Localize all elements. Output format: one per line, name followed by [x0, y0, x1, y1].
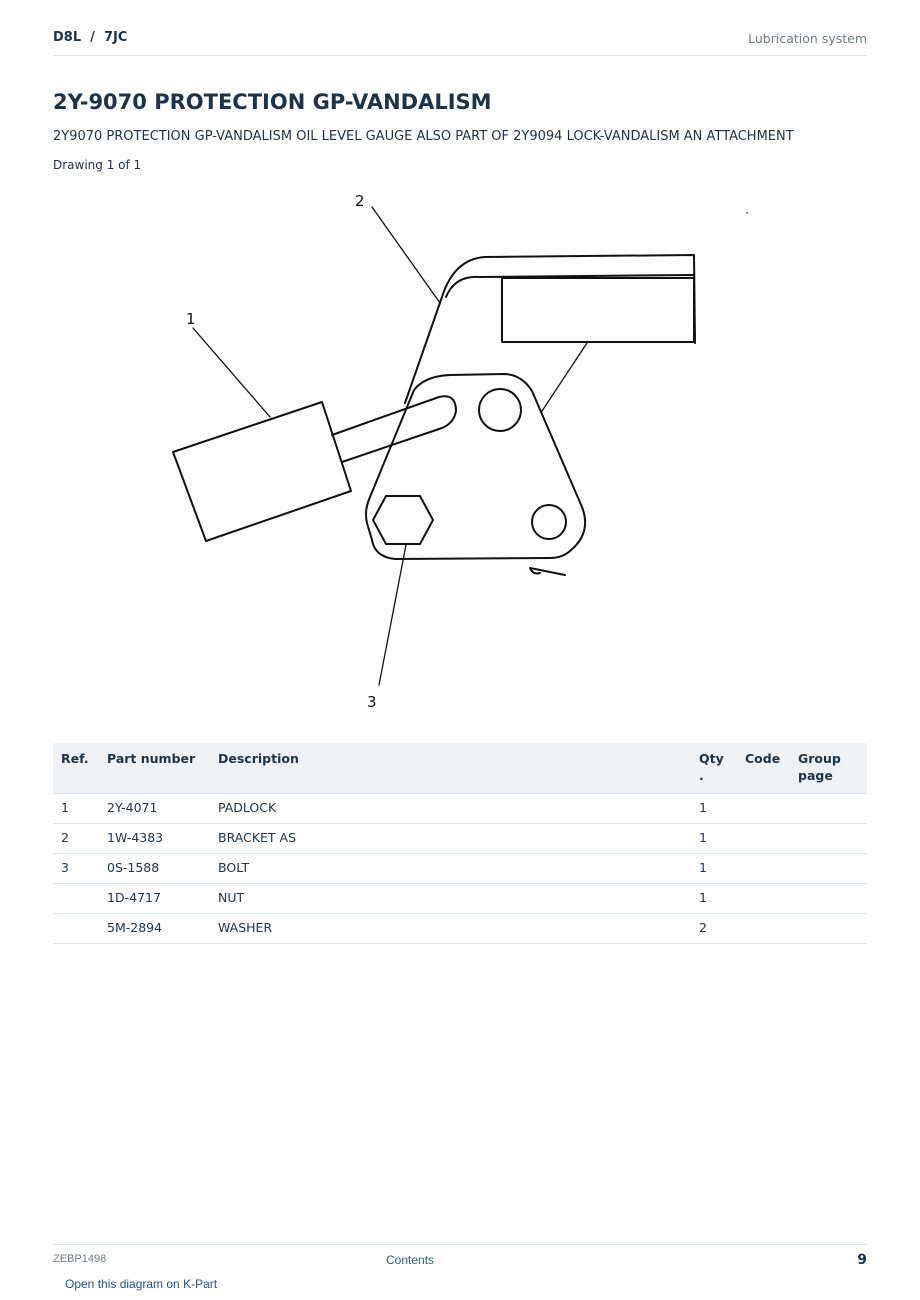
drawing-count: Drawing 1 of 1 — [53, 158, 142, 172]
table-header-row — [53, 743, 867, 794]
col-description: Description — [210, 743, 691, 794]
cell-part-number: 2Y-4071 — [99, 794, 210, 824]
bracket-drawing — [366, 255, 695, 575]
model-label: D8L / 7JC — [53, 30, 128, 45]
cell-ref: 2 — [53, 824, 99, 854]
cell-ref — [53, 884, 99, 914]
table-row — [53, 884, 867, 914]
cell-code — [737, 914, 790, 944]
cell-qty: 2 — [691, 914, 737, 944]
cell-group-page — [790, 824, 867, 854]
col-group-page: Group page — [790, 743, 867, 794]
cell-code — [737, 884, 790, 914]
col-qty: Qty . — [691, 743, 737, 794]
cell-part-number: 1D-4717 — [99, 884, 210, 914]
page-subtitle: 2Y9070 PROTECTION GP-VANDALISM OIL LEVEL GAUGE ALSO PART OF 2Y9094 LOCK-VANDALISM AN ATTACHMENT — [53, 129, 794, 144]
callout-2: 2 — [355, 192, 365, 210]
footer-divider — [53, 1244, 867, 1245]
table-row — [53, 794, 867, 824]
cell-description: BOLT — [210, 854, 691, 884]
bolt-head-drawing — [373, 496, 433, 544]
page-number: 9 — [857, 1252, 867, 1268]
cell-ref — [53, 914, 99, 944]
cell-description: BRACKET AS — [210, 824, 691, 854]
cell-code — [737, 854, 790, 884]
kpart-link[interactable]: Open this diagram on K-Part — [65, 1277, 218, 1291]
cell-description: NUT — [210, 884, 691, 914]
cell-group-page — [790, 914, 867, 944]
cell-description: WASHER — [210, 914, 691, 944]
cell-code — [737, 794, 790, 824]
cell-ref: 1 — [53, 794, 99, 824]
col-code: Code — [737, 743, 790, 794]
cell-code — [737, 824, 790, 854]
cell-qty: 1 — [691, 794, 737, 824]
col-ref: Ref. — [53, 743, 99, 794]
parts-table — [53, 743, 867, 944]
parts-diagram — [150, 185, 770, 720]
cell-part-number: 0S-1588 — [99, 854, 210, 884]
cell-description: PADLOCK — [210, 794, 691, 824]
cell-group-page — [790, 884, 867, 914]
cell-group-page — [790, 854, 867, 884]
table-row — [53, 854, 867, 884]
section-label: Lubrication system — [748, 31, 867, 46]
doc-id: ZEBP1498 — [53, 1253, 107, 1265]
page-header — [53, 28, 867, 56]
cell-part-number: 5M-2894 — [99, 914, 210, 944]
contents-link[interactable]: Contents — [386, 1253, 435, 1267]
cell-qty: 1 — [691, 824, 737, 854]
callout-1: 1 — [186, 310, 196, 328]
cell-ref: 3 — [53, 854, 99, 884]
page-title: 2Y-9070 PROTECTION GP-VANDALISM — [53, 90, 492, 114]
padlock-drawing — [173, 396, 456, 541]
cell-part-number: 1W-4383 — [99, 824, 210, 854]
table-row — [53, 824, 867, 854]
callout-3: 3 — [367, 693, 377, 711]
cell-qty: 1 — [691, 884, 737, 914]
cell-qty: 1 — [691, 854, 737, 884]
cell-group-page — [790, 794, 867, 824]
table-row — [53, 914, 867, 944]
col-part-number: Part number — [99, 743, 210, 794]
